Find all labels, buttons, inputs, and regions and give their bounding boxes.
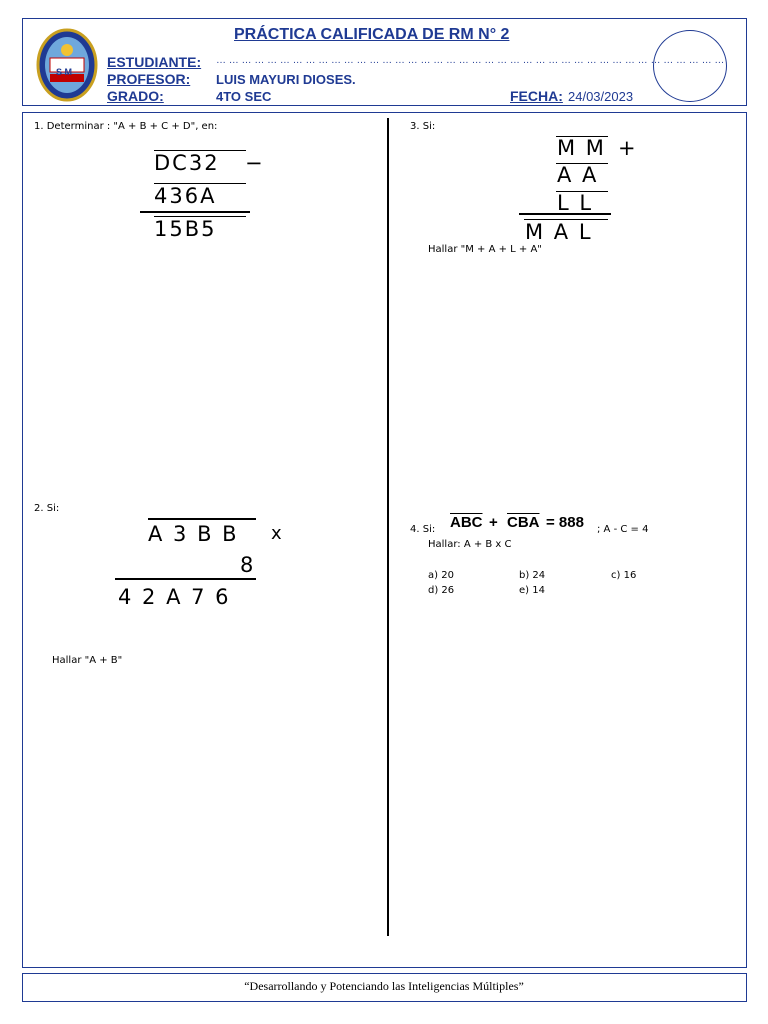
q4-term2: $\overline{CBA}$ — [507, 514, 540, 531]
q1-row1: DC32 — [154, 151, 220, 175]
q1-operator: − — [245, 151, 265, 175]
q1-row2: 436A — [154, 184, 217, 208]
student-field[interactable]: … … … … … … … … … … … … … … … … … … … … … … … … … … … … … … … … … … … … … … … … — [216, 55, 725, 66]
q1-row2-overline — [154, 183, 246, 184]
grade-circle[interactable] — [653, 30, 727, 102]
q4-plus: + — [489, 514, 498, 531]
grade-label: GRADO: — [107, 88, 164, 104]
q3-row1: M M — [557, 136, 606, 160]
q4-condition: ; A - C = 4 — [597, 524, 649, 535]
q3-ask: Hallar "M + A + L + A" — [428, 244, 542, 255]
teacher-label: PROFESOR: — [107, 71, 191, 87]
q3-operator: + — [618, 136, 638, 160]
exam-title: PRÁCTICA CALIFICADA DE RM N° 2 — [234, 26, 510, 43]
q2-ask: Hallar "A + B" — [52, 655, 123, 666]
q4-ask: Hallar: A + B x C — [428, 539, 512, 550]
q1-row1-overline — [154, 150, 246, 151]
q3-sum-line — [519, 213, 611, 215]
q2-row1-overline — [148, 518, 256, 520]
q2-row1: A 3 B B — [148, 522, 239, 546]
q4-term1: $\overline{ABC}$ — [450, 514, 483, 531]
q2-product-line — [115, 578, 256, 580]
grade-value: 4TO SEC — [216, 89, 272, 104]
student-label: ESTUDIANTE: — [107, 54, 202, 70]
date-label: FECHA: — [510, 88, 563, 104]
q4-option-c: c) 16 — [611, 570, 637, 581]
questions-box — [22, 112, 747, 968]
q4-option-a: a) 20 — [428, 570, 454, 581]
q3-row3: L L — [557, 191, 594, 215]
footer-motto: “Desarrollando y Potenciando las Inteligencias Múltiples” — [244, 979, 524, 993]
q2-row2: 8 — [240, 553, 256, 577]
q4-option-b: b) 24 — [519, 570, 546, 581]
q1-result-overline — [154, 216, 246, 217]
question-2-prompt: 2. Si: — [34, 503, 60, 514]
question-4-prompt: 4. Si: — [410, 524, 436, 535]
q4-equals: = 888 — [546, 514, 584, 531]
column-divider — [387, 118, 389, 936]
q4-option-e: e) 14 — [519, 585, 545, 596]
teacher-name: LUIS MAYURI DIOSES. — [216, 72, 356, 87]
q2-operator: x — [271, 523, 284, 544]
q1-result: 15B5 — [154, 217, 217, 241]
q1-sum-line — [140, 211, 250, 213]
date-value: 24/03/2023 — [568, 89, 634, 104]
question-1-prompt: 1. Determinar : "A + B + C + D", en: — [34, 121, 218, 132]
question-3-prompt: 3. Si: — [410, 121, 436, 132]
q3-row2: A A — [557, 163, 599, 187]
logo-letters: S M — [56, 67, 73, 77]
q4-option-d: d) 26 — [428, 585, 455, 596]
q2-result: 4 2 A 7 6 — [118, 585, 231, 609]
school-logo — [36, 28, 98, 102]
q3-result: M A L — [525, 220, 593, 244]
